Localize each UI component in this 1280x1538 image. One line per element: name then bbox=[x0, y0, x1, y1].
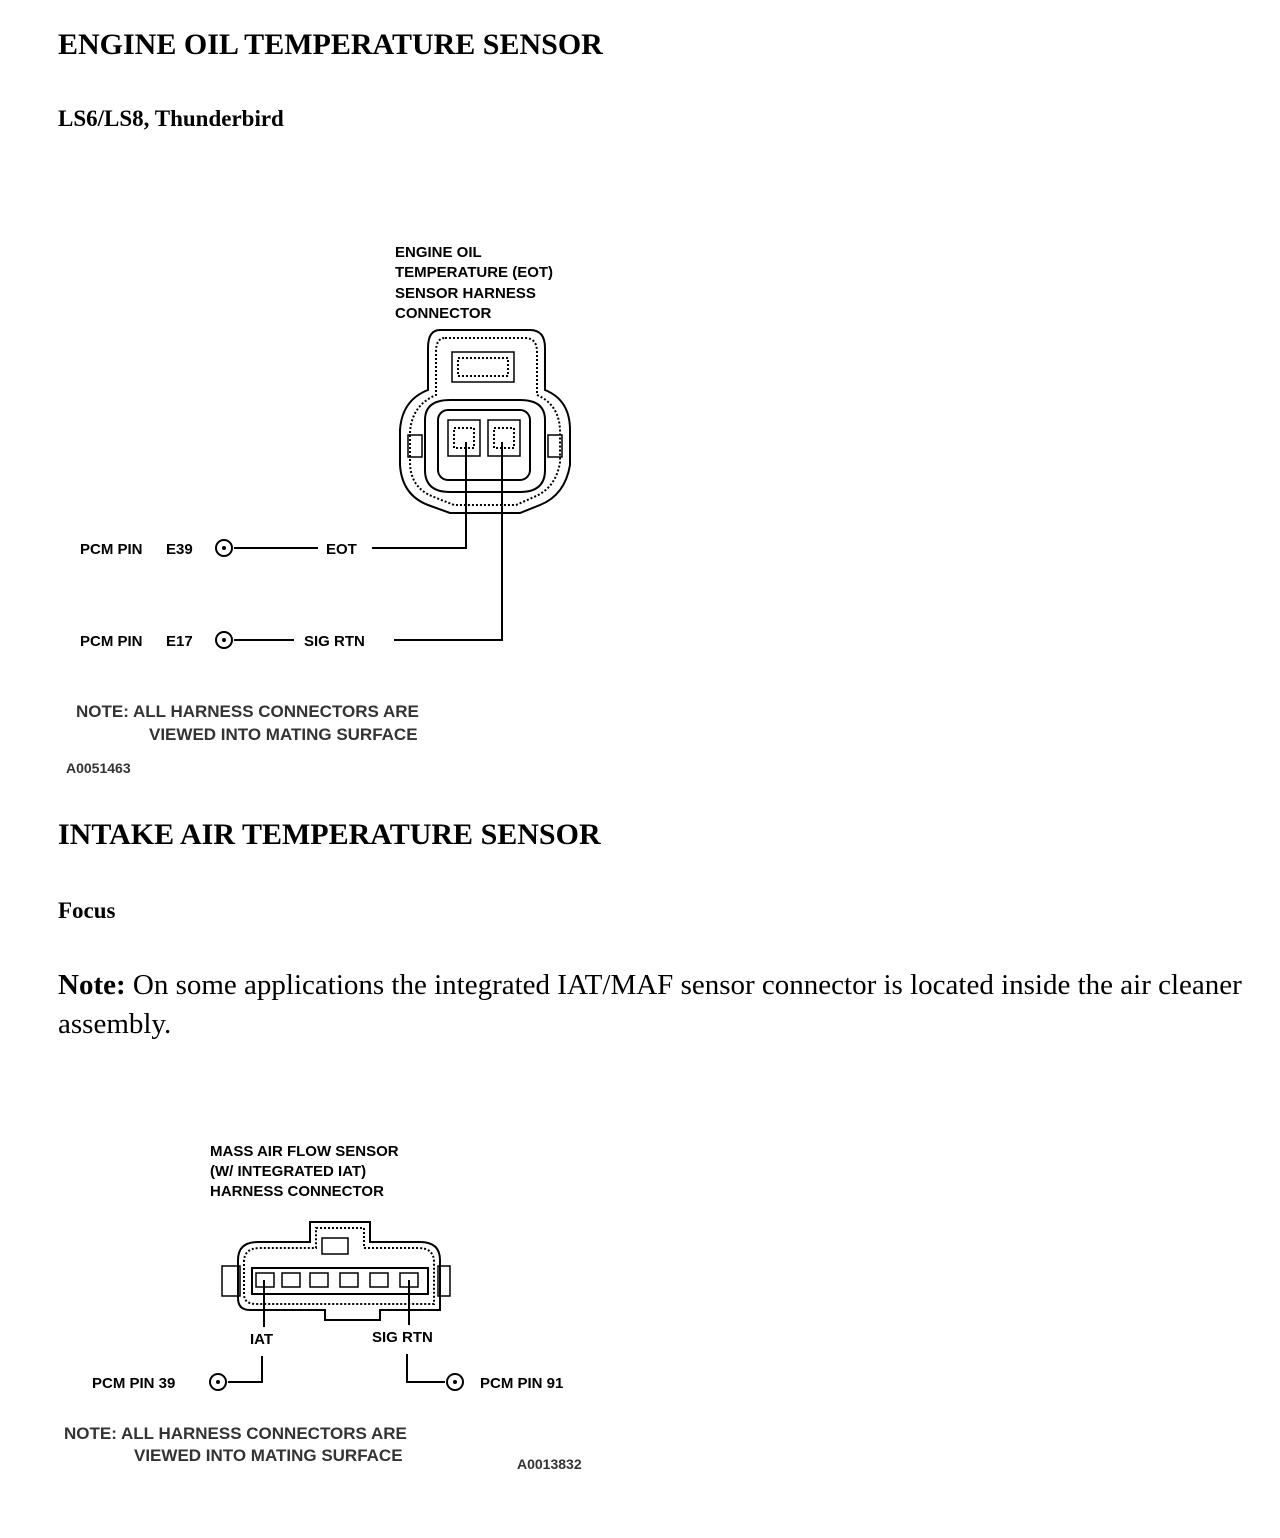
eot-pin-number: E39 bbox=[166, 541, 193, 558]
iat-pin-label: PCM PIN 39 bbox=[92, 1375, 176, 1392]
maf-sig-rtn-label: SIG RTN bbox=[372, 1329, 433, 1346]
eot-note-line2: VIEWED INTO MATING SURFACE bbox=[149, 725, 418, 744]
eot-connector-label-line4: CONNECTOR bbox=[395, 305, 492, 322]
iat-note-text: On some applications the integrated IAT/MAF sensor connector is located inside the air cleaner assembly. bbox=[58, 969, 1242, 1040]
sig-rtn-pin-number: E17 bbox=[166, 633, 193, 650]
sig-rtn-signal-label: SIG RTN bbox=[304, 633, 365, 650]
maf-connector-label-line2: (W/ INTEGRATED IAT) bbox=[210, 1163, 367, 1180]
eot-signal-label: EOT bbox=[326, 541, 357, 558]
section-title-iat: INTAKE AIR TEMPERATURE SENSOR bbox=[58, 818, 601, 851]
maf-connector-label-line3: HARNESS CONNECTOR bbox=[210, 1183, 384, 1200]
section-title-eot: ENGINE OIL TEMPERATURE SENSOR bbox=[58, 28, 603, 61]
maf-note-line1: NOTE: ALL HARNESS CONNECTORS ARE bbox=[64, 1424, 407, 1443]
iat-note-label: Note: bbox=[58, 969, 126, 1001]
maf-note-line2: VIEWED INTO MATING SURFACE bbox=[134, 1446, 403, 1465]
section-subtitle-eot: LS6/LS8, Thunderbird bbox=[58, 106, 284, 131]
sig-rtn-pin-prefix: PCM PIN bbox=[80, 633, 143, 650]
maf-connector-diagram bbox=[0, 1130, 700, 1490]
eot-sig-rtn-wire bbox=[216, 442, 502, 648]
eot-figure-code: A0051463 bbox=[66, 760, 131, 776]
eot-pin-prefix: PCM PIN bbox=[80, 541, 143, 558]
eot-connector-body bbox=[400, 330, 570, 513]
maf-figure-code: A0013832 bbox=[517, 1456, 582, 1472]
iat-signal-label: IAT bbox=[250, 1331, 274, 1348]
iat-note-paragraph bbox=[58, 966, 1248, 1044]
eot-connector-label-line2: TEMPERATURE (EOT) bbox=[395, 264, 554, 281]
section-subtitle-iat: Focus bbox=[58, 898, 116, 923]
eot-note-line1: NOTE: ALL HARNESS CONNECTORS ARE bbox=[76, 702, 419, 721]
eot-connector-label-line3: SENSOR HARNESS bbox=[395, 285, 536, 302]
maf-connector-label-line1: MASS AIR FLOW SENSOR bbox=[210, 1143, 399, 1160]
maf-pin-right-label: PCM PIN 91 bbox=[480, 1375, 564, 1392]
eot-connector-diagram bbox=[0, 230, 700, 790]
eot-connector-label-line1: ENGINE OIL bbox=[395, 244, 482, 261]
eot-wire bbox=[216, 442, 466, 556]
maf-connector-body bbox=[222, 1222, 450, 1320]
